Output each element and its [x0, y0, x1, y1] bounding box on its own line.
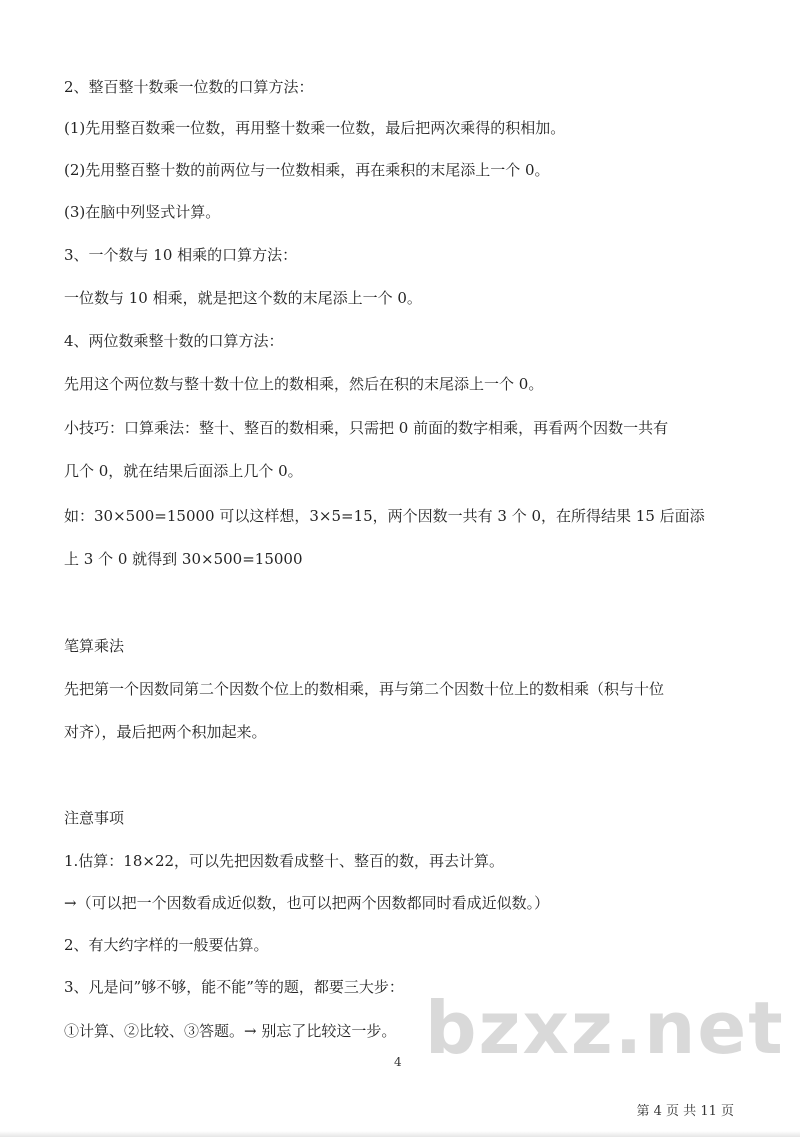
method-3-text: (3)在脑中列竖式计算。	[64, 203, 221, 221]
method-1-text: (1)先用整百数乘一位数，再用整十数乘一位数，最后把两次乘得的积相加。	[64, 119, 566, 137]
times-ten-text: 一位数与 10 相乘，就是把这个数的末尾添上一个 0。	[64, 289, 422, 307]
heading-times-ten: 3、一个数与 10 相乘的口算方法：	[64, 246, 298, 264]
note-estimate-text: 1.估算：18×22，可以先把因数看成整十、整百的数，再去计算。	[64, 852, 505, 870]
note-about-text: 2、有大约字样的一般要估算。	[64, 936, 269, 954]
heading-hundreds-tens-times-one-digit: 2、整百整十数乘一位数的口算方法：	[64, 78, 314, 96]
page-number: 4	[394, 1055, 402, 1069]
written-multiplication-line-2: 对齐），最后把两个积加起来。	[64, 723, 267, 741]
method-2-text: (2)先用整百整十数的前两位与一位数相乘，再在乘积的末尾添上一个 0。	[64, 161, 550, 179]
note-steps-list-text: ①计算、②比较、③答题。→ 别忘了比较这一步。	[64, 1022, 397, 1040]
watermark-logo: bzxz.net	[425, 986, 785, 1070]
written-multiplication-line-1: 先把第一个因数同第二个因数个位上的数相乘，再与第二个因数十位上的数相乘（积与十位	[64, 680, 665, 698]
page-bottom-edge	[0, 1131, 800, 1137]
tip-text-line-2: 几个 0，就在结果后面添上几个 0。	[64, 462, 303, 480]
section-heading-notes: 注意事项	[64, 809, 125, 827]
example-text-line-2: 上 3 个 0 就得到 30×500=15000	[64, 550, 303, 568]
section-heading-written-multiplication: 笔算乘法	[64, 637, 125, 655]
heading-two-digit-times-tens: 4、两位数乘整十数的口算方法：	[64, 332, 284, 350]
example-text-line-1: 如：30×500=15000 可以这样想，3×5=15，两个因数一共有 3 个 0，在所得结果 15 后面添	[64, 507, 705, 525]
two-digit-times-tens-text: 先用这个两位数与整十数十位上的数相乘，然后在积的末尾添上一个 0。	[64, 375, 544, 393]
note-approximation-text: →（可以把一个因数看成近似数，也可以把两个因数都同时看成近似数。）	[64, 894, 550, 912]
tip-text-line-1: 小技巧：口算乘法：整十、整百的数相乘，只需把 0 前面的数字相乘，再看两个因数一共有	[64, 419, 669, 437]
page-footer: 第 4 页 共 11 页	[636, 1104, 734, 1119]
note-three-steps-text: 3、凡是问”够不够，能不能”等的题，都要三大步：	[64, 978, 404, 996]
